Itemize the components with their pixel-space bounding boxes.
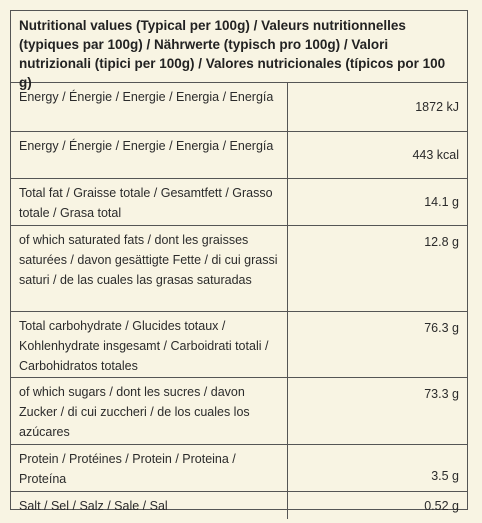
table-title: Nutritional values (Typical per 100g) / Valeurs nutritionnelles (typiques par 100g) / Nährwerte (typisch pro 100g) / Valori nutrizionali (tipici per 100g) / Valores nutricionales (típicos por 100 g) xyxy=(11,11,467,83)
nutrient-label: Protein / Protéines / Protein / Proteina / Proteína xyxy=(11,445,288,491)
nutrient-value: 12.8 g xyxy=(424,235,459,249)
nutrient-label: Total carbohydrate / Glucides totaux / Kohlenhydrate insgesamt / Carboidrati totali / Carbohidratos totales xyxy=(11,312,288,377)
nutrient-value: 14.1 g xyxy=(424,195,459,209)
nutrient-value: 73.3 g xyxy=(424,387,459,401)
table-row xyxy=(11,132,467,179)
table-row xyxy=(11,83,467,132)
table-row xyxy=(11,378,467,445)
nutrient-value: 1872 kJ xyxy=(415,100,459,114)
nutrient-label: of which saturated fats / dont les graisses saturées / davon gesättigte Fette / di cui grassi saturi / de las cuales las grasas saturadas xyxy=(11,226,288,311)
nutrient-label: Total fat / Graisse totale / Gesamtfett / Grasso totale / Grasa total xyxy=(11,179,288,225)
nutrient-label: of which sugars / dont les sucres / davon Zucker / di cui zuccheri / de los cuales los azúcares xyxy=(11,378,288,444)
table-row xyxy=(11,492,467,519)
nutrient-value: 443 kcal xyxy=(412,148,459,162)
nutrient-value: 76.3 g xyxy=(424,321,459,335)
nutrient-label: Energy / Énergie / Energie / Energia / Energía xyxy=(11,83,288,131)
table-row xyxy=(11,179,467,226)
nutrient-label: Energy / Énergie / Energie / Energia / Energía xyxy=(11,132,288,178)
table-row xyxy=(11,226,467,312)
nutrient-label: Salt / Sel / Salz / Sale / Sal xyxy=(11,492,288,519)
nutrient-value: 3.5 g xyxy=(431,469,459,483)
nutrition-table xyxy=(10,10,468,513)
nutrient-value: 0.52 g xyxy=(424,498,459,513)
table-row xyxy=(11,312,467,378)
table-row xyxy=(11,445,467,492)
